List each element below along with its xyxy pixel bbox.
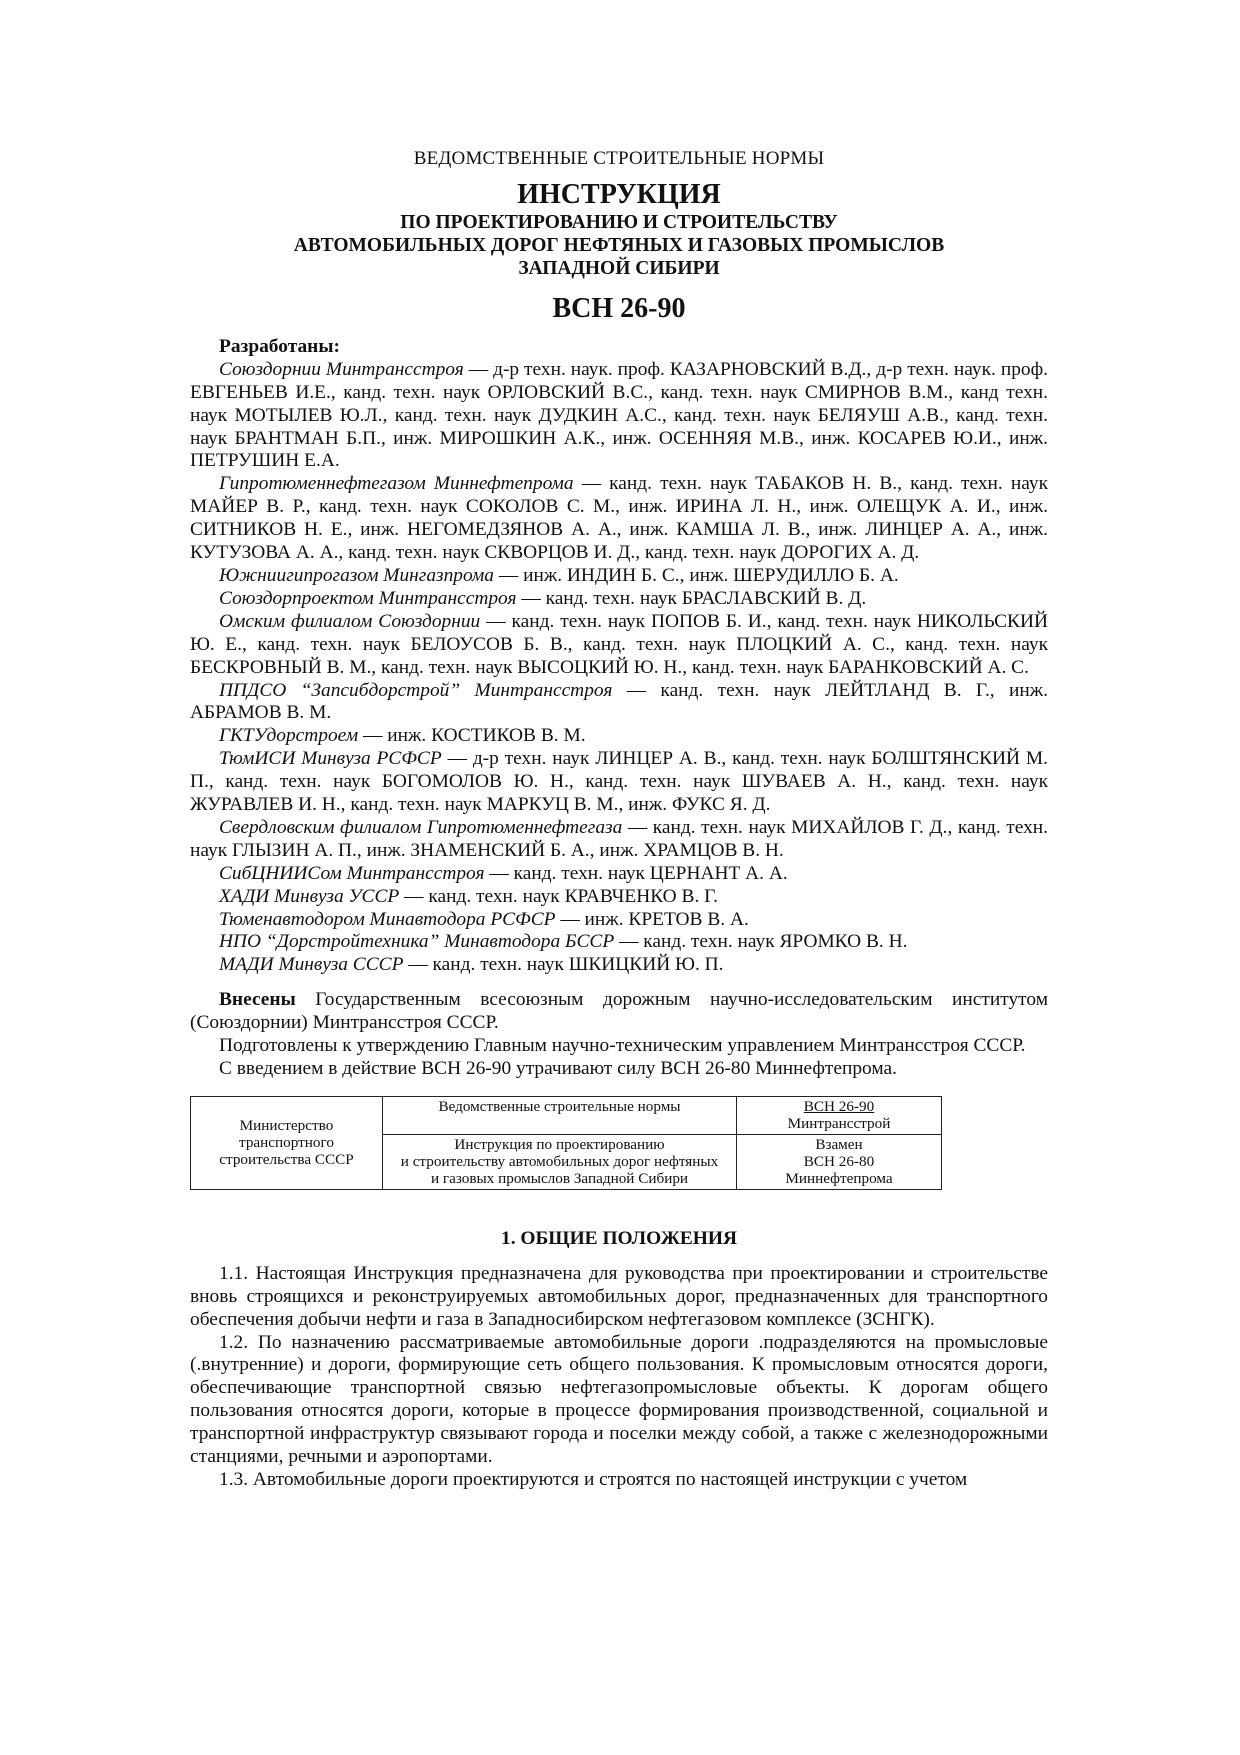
developer-entry (190, 611, 1048, 680)
replaces-paragraph: С введением в действие ВСН 26-90 утрачивают силу ВСН 26-80 Миннефтепрома. (219, 1058, 897, 1079)
developer-entry (190, 359, 1048, 474)
developer-names: — канд. техн. наук ТАБАКОВ Н. В., канд. техн. наук МАЙЕР В. Р., канд. техн. наук СОКОЛОВ С. М., инж. ИРИНА Л. Н., инж. ОЛЕЩУК А. И., инж. СИТНИКОВ Н. Е., инж. НЕГОМЕДЗЯНОВ А. А., инж. КАМША Л. В., инж. ЛИНЦЕР А. А., инж. КУТУЗОВА А. А., канд. техн. наук СКВОРЦОВ И. Д., канд. техн. наук ДОРОГИХ А. Д. (190, 473, 1048, 564)
developer-entry (190, 588, 1048, 611)
instruction-line: и строительству автомобильных дорог нефтяных (400, 1152, 719, 1170)
developer-names: — канд. техн. наук ЛЕЙТЛАНД В. Г., инж. АБРАМОВ В. М. (190, 679, 1048, 724)
document-code: ВСН 26-90 (552, 292, 686, 324)
developer-names: — канд. техн. наук КРАВЧЕНКО В. Г. (399, 885, 719, 907)
replaces-cell (737, 1134, 942, 1189)
developer-entry (190, 909, 1048, 932)
developer-entry (190, 817, 1048, 863)
section-paragraph: 1.3. Автомобильные дороги проектируются и строятся по настоящей инструкции с учетом (219, 1468, 968, 1490)
document-page (190, 148, 1048, 1492)
replaces-line: Миннефтепрома (785, 1169, 893, 1187)
agency-heading: ВЕДОМСТВЕННЫЕ СТРОИТЕЛЬНЫЕ НОРМЫ (413, 148, 825, 169)
developer-org: Южниигипрогазом Мингазпрома (219, 564, 494, 586)
instruction-line: и газовых промыслов Западной Сибири (430, 1169, 689, 1187)
developer-org: ППДСО “Запсибдорстрой” Минтрансстроя (219, 679, 613, 701)
developer-org: Союздорнии Минтрансстроя (219, 358, 464, 380)
developer-org: Тюменавтодором Минавтодора РСФСР (219, 908, 556, 930)
developer-names: — канд. техн. наук ЦЕРНАНТ А. А. (484, 862, 788, 884)
introduced-text: Государственным всесоюзным дорожным научно-исследовательским институтом (Союздорнии) Минтрансстроя СССР. (190, 989, 1048, 1034)
replaces-line: ВСН 26-80 (803, 1152, 875, 1170)
developer-entry (190, 748, 1048, 817)
ministry-line: транспортного (239, 1133, 334, 1151)
developer-org: НПО “Дорстройтехника” Минавтодора БССР (219, 931, 615, 953)
ministry-line: Министерство (239, 1116, 334, 1134)
developer-org: СибЦНИИСом Минтрансстроя (219, 862, 485, 884)
introduced-paragraph (190, 989, 1048, 1035)
developer-entry (190, 954, 1048, 977)
developer-names: — инж. КРЕТОВ В. А. (555, 908, 749, 930)
instruction-line: Инструкция по проектированию (454, 1135, 665, 1153)
section-title: 1. ОБЩИЕ ПОЛОЖЕНИЯ (501, 1227, 737, 1249)
developer-org: ХАДИ Минвуза УССР (219, 885, 400, 907)
norms-label-cell (383, 1096, 737, 1134)
developer-entry (190, 565, 1048, 588)
subtitle-line-3: ЗАПАДНОЙ СИБИРИ (518, 257, 720, 279)
title-info-table (190, 1096, 942, 1190)
table-ministry-short: Минтрансстрой (787, 1114, 891, 1132)
developer-names: — канд. техн. наук МИХАЙЛОВ Г. Д., канд. техн. наук ГЛЫЗИН А. П., инж. ЗНАМЕНСКИЙ Б. А., инж. ХРАМЦОВ В. Н. (190, 816, 1049, 861)
developer-org: Омским филиалом Союздорнии (219, 610, 481, 632)
developer-names: — канд. техн. наук БРАСЛАВСКИЙ В. Д. (516, 587, 867, 609)
section-paragraph: 1.2. По назначению рассматриваемые автомобильные дороги .подразделяются на промысловые (.внутренние) и дороги, формирующие сеть общего пользования. К промысловым относятся дороги, обеспечивающие транспортной связью нефтегазопромысловые объекты. К дорогам общего пользования относятся дороги, которые в процессе формирования производственной, социальной и транспортной инфраструктур связывают города и поселки между собой, а также с железнодорожными станциями, речными и аэропортами. (190, 1331, 1048, 1468)
developer-names: — инж. КОСТИКОВ В. М. (358, 725, 586, 747)
subtitle-line-1: ПО ПРОЕКТИРОВАНИЮ И СТРОИТЕЛЬСТВУ (400, 211, 838, 233)
developer-org: Союздорпроектом Минтрансстроя (219, 587, 517, 609)
introduced-label: Внесены (219, 989, 296, 1011)
developer-org: ТюмИСИ Минвуза РСФСР (219, 748, 442, 770)
section-paragraph: 1.1. Настоящая Инструкция предназначена для руководства при проектировании и строительстве вновь строящихся и реконструируемых автомобильных дорог, предназначенных для транспортного обеспечения добычи нефти и газа в Западносибирском нефтегазовом комплексе (ЗСНГК). (190, 1262, 1048, 1330)
prepared-paragraph: Подготовлены к утверждению Главным научно-техническим управлением Минтрансстроя СССР. (219, 1035, 1026, 1057)
developer-entry (190, 863, 1048, 886)
developer-entry (190, 473, 1048, 565)
developer-entry (190, 931, 1048, 954)
developer-names: — канд. техн. наук ЯРОМКО В. Н. (614, 931, 908, 953)
replaces-line: Взамен (815, 1135, 863, 1153)
norms-label: Ведомственные строительные нормы (438, 1097, 681, 1115)
developer-names: — инж. ИНДИН Б. С., инж. ШЕРУДИЛЛО Б. А. (494, 564, 899, 586)
developers-heading: Разработаны: (219, 335, 340, 357)
developer-entry (190, 886, 1048, 909)
developer-names: — канд. техн. наук ШКИЦКИЙ Ю. П. (403, 954, 724, 976)
developer-org: Свердловским филиалом Гипротюменнефтегаза (219, 816, 623, 838)
code-cell (737, 1096, 942, 1134)
ministry-cell (191, 1096, 383, 1189)
ministry-line: строительства СССР (219, 1150, 354, 1168)
developer-names: — канд. техн. наук ПОПОВ Б. И., канд. техн. наук НИКОЛЬСКИЙ Ю. Е., канд. техн. наук БЕЛОУСОВ Б. В., канд. техн. наук ПЛОЦКИЙ А. С., канд. техн. наук БЕСКРОВНЫЙ В. М., канд. техн. наук ВЫСОЦКИЙ Ю. Н., канд. техн. наук БАРАНКОВСКИЙ А. С. (190, 610, 1048, 678)
developer-org: ГКТУдорстроем (219, 725, 359, 747)
developer-names: — д-р техн. наук. проф. КАЗАРНОВСКИЙ В.Д., д-р техн. наук. проф. ЕВГЕНЬЕВ И.Е., канд. техн. наук ОРЛОВСКИЙ В.С., канд. техн. наук СМИРНОВ В.М., канд техн. наук МОТЫЛЕВ Ю.Л., канд. техн. наук ДУДКИН А.С., канд. техн. наук БЕЛЯУШ А.В., канд. техн. наук БРАНТМАН Б.П., инж. МИРОШКИН А.К., инж. ОСЕННЯЯ М.В., инж. КОСАРЕВ Ю.И., инж. ПЕТРУШИН Е.А. (190, 358, 1048, 472)
developer-entry (190, 725, 1048, 748)
instruction-cell (383, 1134, 737, 1189)
developer-entry (190, 680, 1048, 726)
subtitle-line-2: АВТОМОБИЛЬНЫХ ДОРОГ НЕФТЯНЫХ И ГАЗОВЫХ ПРОМЫСЛОВ (293, 234, 945, 256)
developer-org: Гипротюменнефтегазом Миннефтепрома (219, 473, 574, 495)
developer-org: МАДИ Минвуза СССР (219, 954, 404, 976)
table-code: ВСН 26-90 (803, 1097, 875, 1115)
document-title: ИНСТРУКЦИЯ (517, 178, 721, 210)
developer-names: — д-р техн. наук ЛИНЦЕР А. В., канд. техн. наук БОЛШТЯНСКИЙ М. П., канд. техн. наук БОГОМОЛОВ Ю. Н., канд. техн. наук ШУВАЕВ А. Н., канд. техн. наук ЖУРАВЛЕВ И. Н., канд. техн. наук МАРКУЦ В. М., инж. ФУКС Я. Д. (190, 748, 1048, 816)
developers-list (190, 359, 1048, 977)
